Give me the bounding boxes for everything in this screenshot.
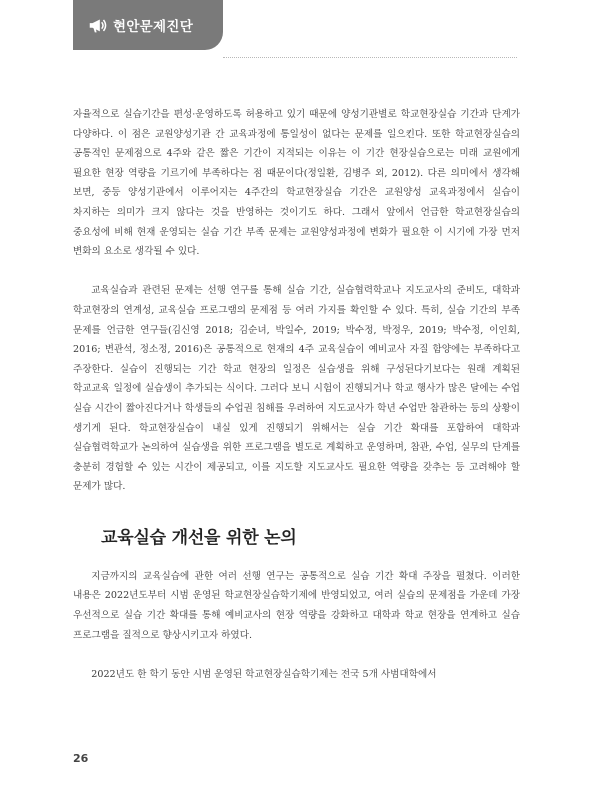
paragraph: 지금까지의 교육실습에 관한 여러 선행 연구는 공통적으로 실습 기간 확대 주장을 펼쳤다. 이러한 내용은 2022년도부터 시범 운영된 학교현장실습학기제에 반영되었고, 여러 실습의 문제점을 가운데 가장 우선적으로 실습 기간 확대를 통해 예비교사의 현장 역량을 강화하고 대학과 학교 현장을 연계하고 실습 프로그램을 질적으로 향상시키고자 하였다. <box>73 570 520 641</box>
page-number: 26 <box>73 752 89 765</box>
section-header-title: 현안문제진단 <box>113 19 194 35</box>
section-header-tab <box>73 0 223 50</box>
article-body <box>73 105 520 704</box>
header-divider <box>223 57 517 58</box>
section-heading: 교육실습 개선을 위한 논의 <box>101 527 297 548</box>
megaphone-icon <box>87 14 109 36</box>
paragraph: 자율적으로 실습기간을 편성·운영하도록 허용하고 있기 때문에 양성기관별로 학교현장실습 기간과 단계가 다양하다. 이 점은 교원양성기관 간 교육과정에 통일성이 없다는 문제를 일으킨다. 또한 학교현장실습의 공통적인 문제점으로 4주와 같은 짧은 기간이 지적되는 이유는 이 기간 현장실습으로는 미래 교원에게 필요한 현장 역량을 기르기에 부족하다는 점 때문이다(정일환, 김병주 외, 2012). 다른 의미에서 생각해 보면, 중등 양성기관에서 이루어지는 4주간의 학교현장실습 기간은 교원양성 교육과정에서 실습이 차지하는 의미가 크지 않다는 것을 반영하는 것이기도 하다. 그래서 앞에서 언급한 학교현장실습의 중요성에 비해 현재 운영되는 실습 기간 부족 문제는 교원양성과정에 변화가 필요한 이 시기에 가장 먼저 변화의 요소로 생각될 수 있다. <box>73 109 520 258</box>
paragraph: 2022년도 한 학기 동안 시범 운영된 학교현장실습학기제는 전국 5개 사범대학에서 <box>91 668 437 680</box>
paragraph: 교육실습과 관련된 문제는 선행 연구를 통해 실습 기간, 실습협력학교나 지도교사의 준비도, 대학과 학교현장의 연계성, 교육실습 프로그램의 문제점 등 여러 가지를 확인할 수 있다. 특히, 실습 기간의 부족 문제를 언급한 연구들(김신영 2018; 김순녀, 박일수, 2019; 박수정, 박정우, 2019; 박수정, 이인회, 2016; 변관석, 정소정, 2016)은 공통적으로 현재의 4주 교육실습이 예비교사 자질 함양에는 부족하다고 주장한다. 실습이 진행되는 기간 학교 현장의 일정은 실습생을 위해 구성된다기보다는 원래 계획된 학교교육 일정에 실습생이 추가되는 식이다. 그러다 보니 시험이 진행되거나 학교 행사가 많은 달에는 수업 실습 시간이 짧아진다거나 학생들의 수업권 침해를 우려하여 지도교사가 학년 수업만 참관하는 등의 상황이 생기게 된다. 학교현장실습이 내실 있게 진행되기 위해서는 실습 기간 확대를 포함하여 대학과 실습협력학교가 논의하여 실습생을 위한 프로그램을 별도로 계획하고 운영하며, 참관, 수업, 실무의 단계를 충분히 경험할 수 있는 시간이 제공되고, 이를 지도할 지도교사도 필요한 역량을 갖추는 등 고려해야 할 문제가 많다. <box>73 285 520 493</box>
